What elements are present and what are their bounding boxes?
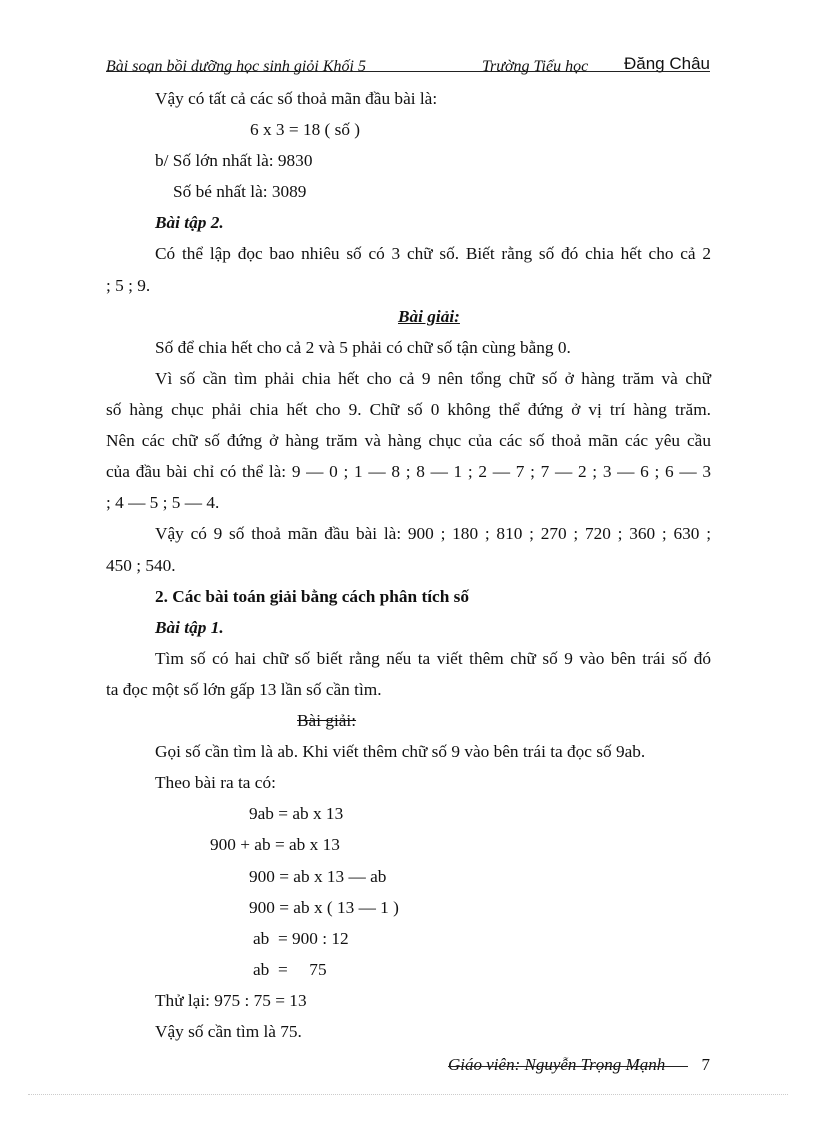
text-line: Theo bài ra ta có: — [155, 773, 276, 792]
equation-line: 900 + ab = ab x 13 — [210, 835, 340, 854]
footer-strike-line — [448, 1066, 688, 1067]
text-line: b/ Số lớn nhất là: 9830 — [155, 151, 313, 170]
header-school-name: Đăng Châu — [623, 54, 710, 73]
text-line: Số để chia hết cho cả 2 và 5 phải có chữ số tận cùng bằng 0. — [155, 338, 571, 357]
text-line: 6 x 3 = 18 ( số ) — [250, 120, 361, 139]
text-line: Có thể lập đọc bao nhiêu số có 3 chữ số. Biết rằng số đó chia hết cho cả 2 — [155, 244, 711, 263]
equation-line: ab = 75 — [253, 960, 327, 979]
equation-line: ab = 900 : 12 — [253, 929, 349, 948]
header-school: Trường Tiểu học — [482, 58, 589, 75]
page-footer — [448, 1053, 710, 1079]
teacher-name: Giáo viên: Nguyễn Trọng Mạnh — [448, 1055, 666, 1074]
text-line: Nên các chữ số đứng ở hàng trăm và hàng chục của các số thoả mãn các yêu cầu — [106, 431, 711, 450]
section-heading: 2. Các bài toán giải bằng cách phân tích số — [155, 587, 469, 606]
solution-heading: Bài giải: — [297, 711, 357, 730]
solution-heading: Bài giải: — [398, 307, 460, 326]
exercise-heading: Bài tập 1. — [155, 618, 224, 637]
text-line: ; 4 — 5 ; 5 — 4. — [106, 493, 220, 512]
text-line: Vậy có tất cả các số thoả mãn đầu bài là: — [155, 89, 438, 108]
page-number: 7 — [701, 1055, 710, 1074]
text-line: Tìm số có hai chữ số biết rằng nếu ta viết thêm chữ số 9 vào bên trái số đó — [155, 649, 711, 668]
text-line: Vì số cần tìm phải chia hết cho cả 9 nên tổng chữ số ở hàng trăm và chữ — [155, 369, 711, 388]
exercise-heading: Bài tập 2. — [155, 213, 224, 232]
text-line: ; 5 ; 9. — [106, 276, 151, 295]
text-line: Vậy có 9 số thoả mãn đầu bài là: 900 ; 180 ; 810 ; 270 ; 720 ; 360 ; 630 ; — [155, 524, 711, 543]
header-rule — [106, 71, 710, 72]
text-line: Thử lại: 975 : 75 = 13 — [155, 991, 307, 1010]
text-line: 450 ; 540. — [106, 556, 176, 575]
text-line: ta đọc một số lớn gấp 13 lần số cần tìm. — [106, 680, 382, 699]
text-line: Gọi số cần tìm là ab. Khi viết thêm chữ số 9 vào bên trái ta đọc số 9ab. — [155, 742, 646, 761]
text-line: Số bé nhất là: 3089 — [173, 182, 307, 201]
equation-line: 9ab = ab x 13 — [249, 804, 344, 823]
text-line: Vậy số cần tìm là 75. — [155, 1022, 302, 1041]
equation-line: 900 = ab x 13 — ab — [249, 867, 387, 886]
text-line: số hàng chục phải chia hết cho 9. Chữ số 0 không thể đứng ở vị trí hàng trăm. — [106, 400, 711, 419]
page-header — [106, 52, 710, 78]
equation-line: 900 = ab x ( 13 — 1 ) — [249, 898, 399, 917]
header-title: Bài soạn bồi dưỡng học sinh giỏi Khối 5 — [106, 58, 366, 75]
page-bottom-border — [28, 1094, 788, 1095]
text-line: của đầu bài chỉ có thể là: 9 — 0 ; 1 — 8 ; 8 — 1 ; 2 — 7 ; 7 — 2 ; 3 — 6 ; 6 — 3 — [106, 462, 711, 481]
